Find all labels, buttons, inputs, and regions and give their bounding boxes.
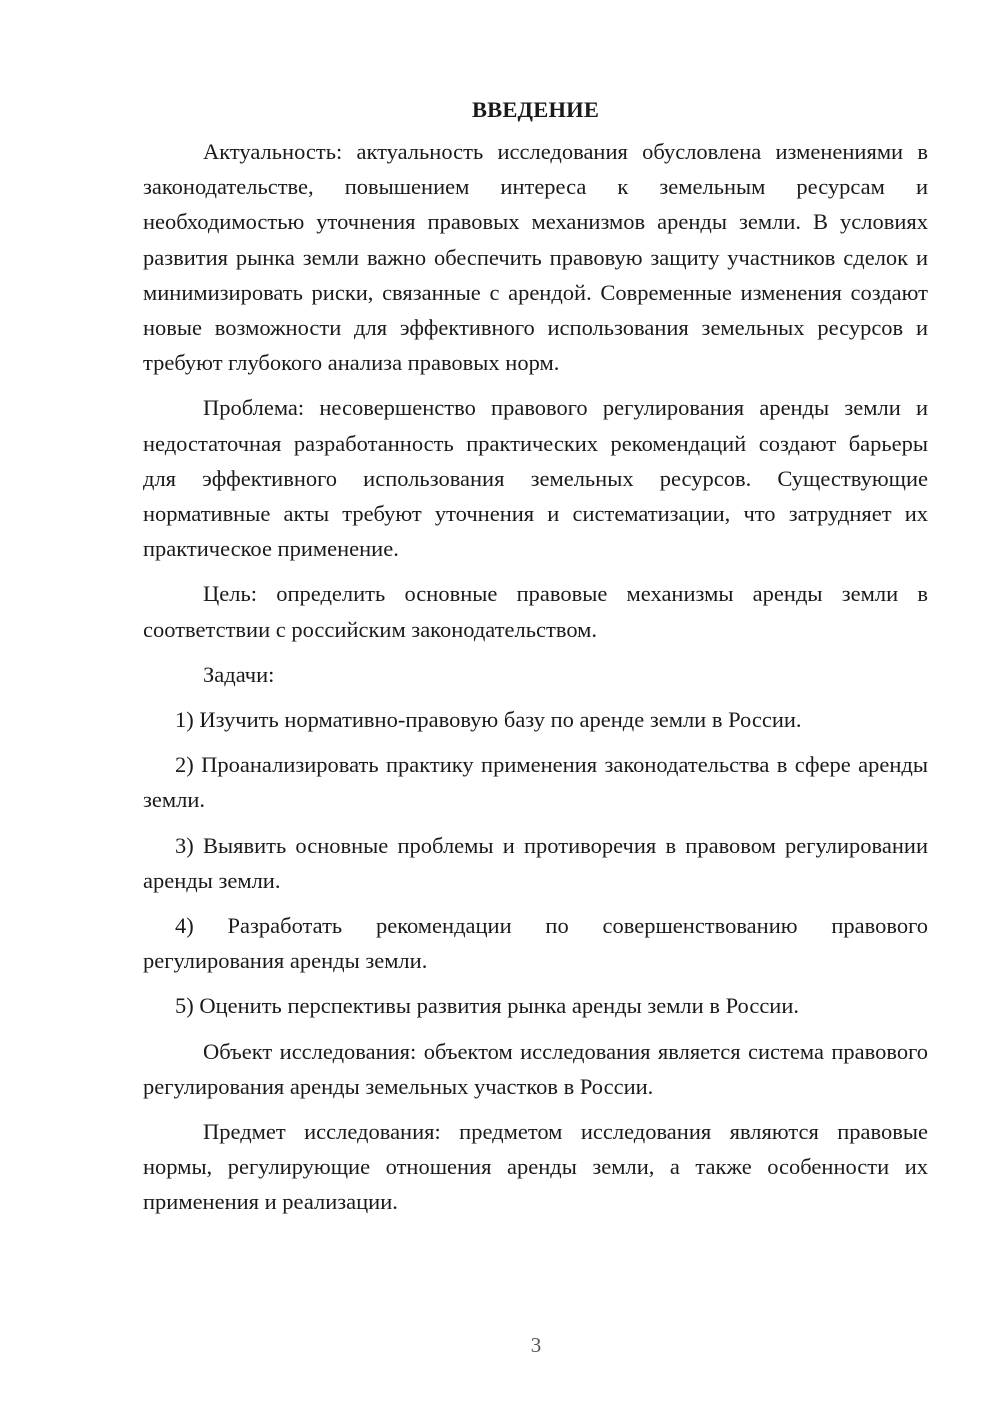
subject-paragraph: Предмет исследования: предметом исследования являются правовые нормы, регулирующие отношения аренды земли, а также особенности их применения и реализации. [143,1119,928,1215]
relevance-paragraph: Актуальность: актуальность исследования обусловлена изменениями в законодательстве, повышением интереса к земельным ресурсам и необходимостью уточнения правовых механизмов аренды земли. В условиях развития рынка земли важно обеспечить правовую защиту участников сделок и минимизировать риски, связанные с арендой. Современные изменения создают новые возможности для эффективного использования земельных ресурсов и требуют глубокого анализа правовых норм. [143,139,928,376]
task-item-4: 4) Разработать рекомендации по совершенствованию правового регулирования аренды земли. [143,913,928,974]
page-number: 3 [530,1333,542,1357]
object-paragraph: Объект исследования: объектом исследования является система правового регулирования аренды земельных участков в России. [143,1038,928,1099]
task-item-3: 3) Выявить основные проблемы и противоречия в правовом регулировании аренды земли. [143,832,928,893]
problem-paragraph: Проблема: несовершенство правового регулирования аренды земли и недостаточная разработанность практических рекомендаций создают барьеры для эффективного использования земельных ресурсов. Существующие нормативные акты требуют уточнения и систематизации, что затрудняет их практическое применение. [143,395,928,562]
page-content [143,92,928,1230]
task-item-5: 5) Оценить перспективы развития рынка аренды земли в России. [175,993,800,1019]
tasks-label: Задачи: [203,661,275,687]
task-item-1: 1) Изучить нормативно-правовую базу по аренде земли в России. [175,707,802,733]
section-heading: ВВЕДЕНИЕ [471,97,600,122]
task-item-2: 2) Проанализировать практику применения законодательства в сфере аренды земли. [143,752,928,813]
goal-paragraph: Цель: определить основные правовые механизмы аренды земли в соответствии с российским законодательством. [143,581,928,642]
